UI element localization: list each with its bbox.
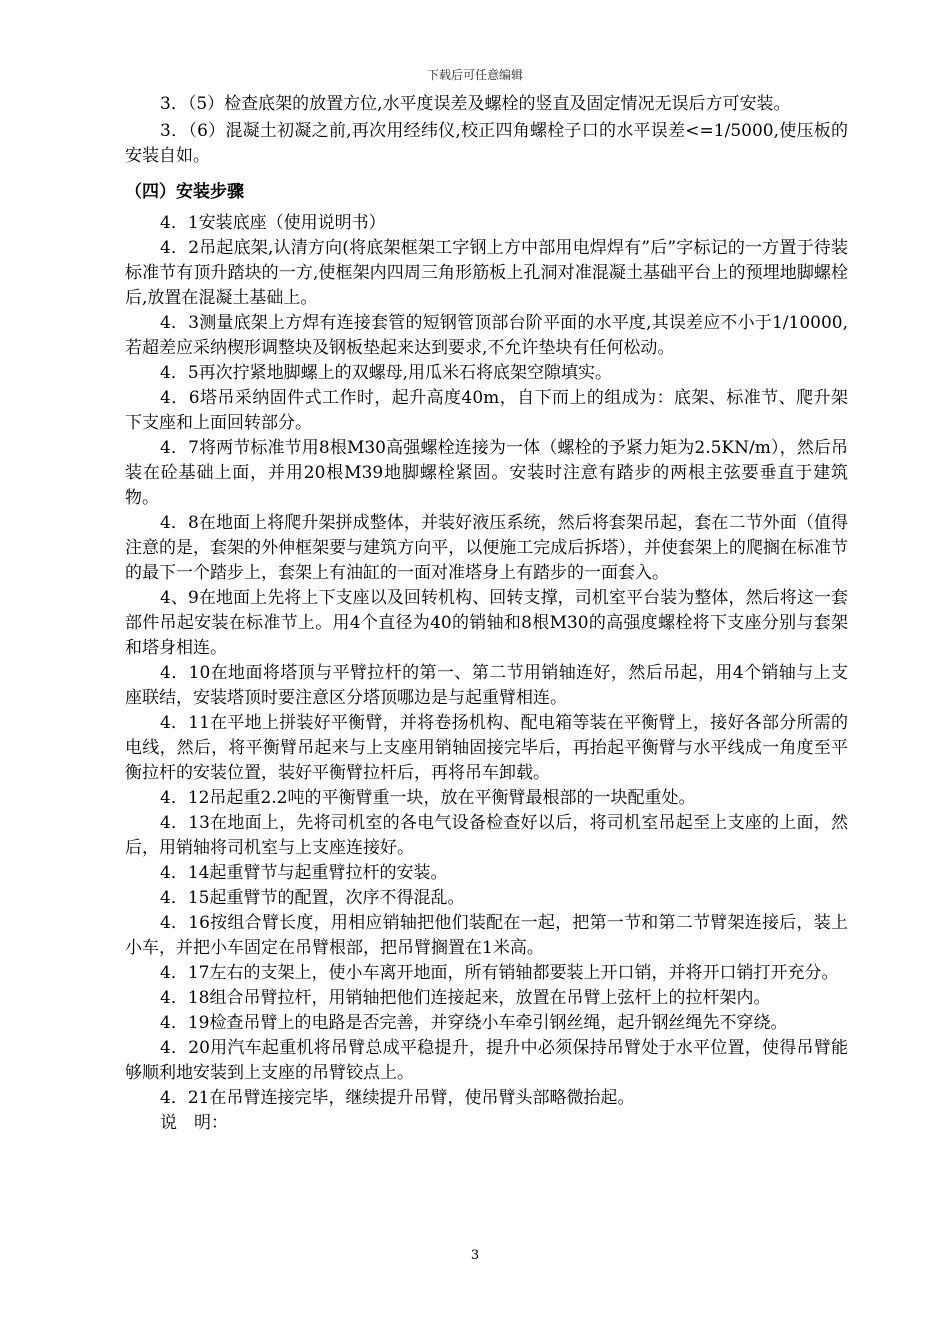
document-body	[125, 92, 848, 1136]
step-paragraph: 4．2吊起底架,认清方向(将底架框架工字钢上方中部用电焊焊有”后”字标记的一方置于待装标准节有顶升踏块的一方,使框架内四周三角形筋板上孔洞对准混凝土基础平台上的预埋地脚螺栓后,放置在混凝土基础上。	[125, 238, 848, 308]
step-paragraph: 4．5再次拧紧地脚螺上的双螺母,用瓜米石将底架空隙填实。	[160, 363, 613, 383]
step-paragraph: 4．21在吊臂连接完毕，继续提升吊臂，使吊臂头部略微抬起。	[160, 1088, 635, 1108]
step-paragraph: 4．20用汽车起重机将吊臂总成平稳提升，提升中必须保持吊臂处于水平位置，使得吊臂能够顺利地安装到上支座的吊臂铰点上。	[125, 1038, 848, 1083]
step-paragraph: 4．18组合吊臂拉杆，用销轴把他们连接起来，放置在吊臂上弦杆上的拉杆架内。	[160, 988, 771, 1008]
step-paragraph: 4．16按组合臂长度，用相应销轴把他们装配在一起，把第一节和第二节臂架连接后，装上小车，并把小车固定在吊臂根部，把吊臂搁置在1米高。	[125, 913, 848, 958]
step-paragraph: 4．3测量底架上方焊有连接套管的短钢管顶部台阶平面的水平度,其误差应不小于1/10000,若超差应采纳楔形调整块及钢板垫起来达到要求,不允许垫块有任何松动。	[125, 313, 848, 358]
step-paragraph: 4．15起重臂节的配置，次序不得混乱。	[160, 888, 465, 908]
step-paragraph: 4．7将两节标准节用8根M30高强螺栓连接为一体（螺栓的予紧力矩为2.5KN/m），然后吊装在砼基础上面，并用20根M39地脚螺栓紧固。安装时注意有踏步的两根主弦要垂直于建筑物。	[125, 438, 848, 508]
step-paragraph: 4．1安装底座（使用说明书）	[160, 213, 386, 233]
step-paragraph: 4、9在地面上先将上下支座以及回转机构、回转支撑，司机室平台装为整体，然后将这一套部件吊起安装在标准节上。用4个直径为40的销轴和8根M30的高强度螺栓将下支座分别与套架和塔身相连。	[125, 588, 848, 658]
intro-paragraph-2: 3．（6）混凝土初凝之前,再次用经纬仪,校正四角螺栓子口的水平误差<=1/5000,使压板的安装自如。	[125, 121, 848, 166]
step-paragraph: 4．17左右的支架上，使小车离开地面，所有销轴都要装上开口销，并将开口销打开充分。	[160, 963, 839, 983]
step-paragraph: 4．8在地面上将爬升架拼成整体，并装好液压系统，然后将套架吊起，套在二节外面（值得注意的是，套架的外伸框架要与建筑方向平，以便施工完成后拆塔），并使套架上的爬搁在标准节的最下一个踏步上，套架上有油缸的一面对准塔身上有踏步的一面套入。	[125, 513, 848, 583]
page-number: 3	[470, 1248, 480, 1263]
step-paragraph: 4．6塔吊采纳固件式工作时，起升高度40m，自下而上的组成为：底架、标准节、爬升架下支座和上面回转部分。	[125, 388, 848, 433]
step-paragraph: 4．11在平地上拼装好平衡臂，并将卷扬机构、配电箱等装在平衡臂上，接好各部分所需的电线，然后，将平衡臂吊起来与上支座用销轴固接完毕后，再抬起平衡臂与水平线成一角度至平衡拉杆的安装位置，装好平衡臂拉杆后，再将吊车卸载。	[125, 713, 848, 783]
section-heading: （四）安装步骤	[125, 182, 244, 202]
note-label: 说 明：	[160, 1113, 228, 1133]
step-paragraph: 4．10在地面将塔顶与平臂拉杆的第一、第二节用销轴连好，然后吊起，用4个销轴与上支座联结，安装塔顶时要注意区分塔顶哪边是与起重臂相连。	[125, 663, 848, 708]
step-paragraph: 4．19检查吊臂上的电路是否完善，并穿绕小车牵引钢丝绳，起升钢丝绳先不穿绕。	[160, 1013, 788, 1033]
step-paragraph: 4．14起重臂节与起重臂拉杆的安装。	[160, 863, 448, 883]
header-note: 下载后可任意编辑	[426, 68, 523, 82]
step-paragraph: 4．12吊起重2.2吨的平衡臂重一块，放在平衡臂最根部的一块配重处。	[160, 788, 696, 808]
intro-paragraph-1: 3．（5）检查底架的放置方位,水平度误差及螺栓的竖直及固定情况无误后方可安装。	[160, 94, 791, 114]
step-paragraph: 4．13在地面上，先将司机室的各电气设备检查好以后，将司机室吊起至上支座的上面，然后，用销轴将司机室与上支座连接好。	[125, 813, 848, 858]
